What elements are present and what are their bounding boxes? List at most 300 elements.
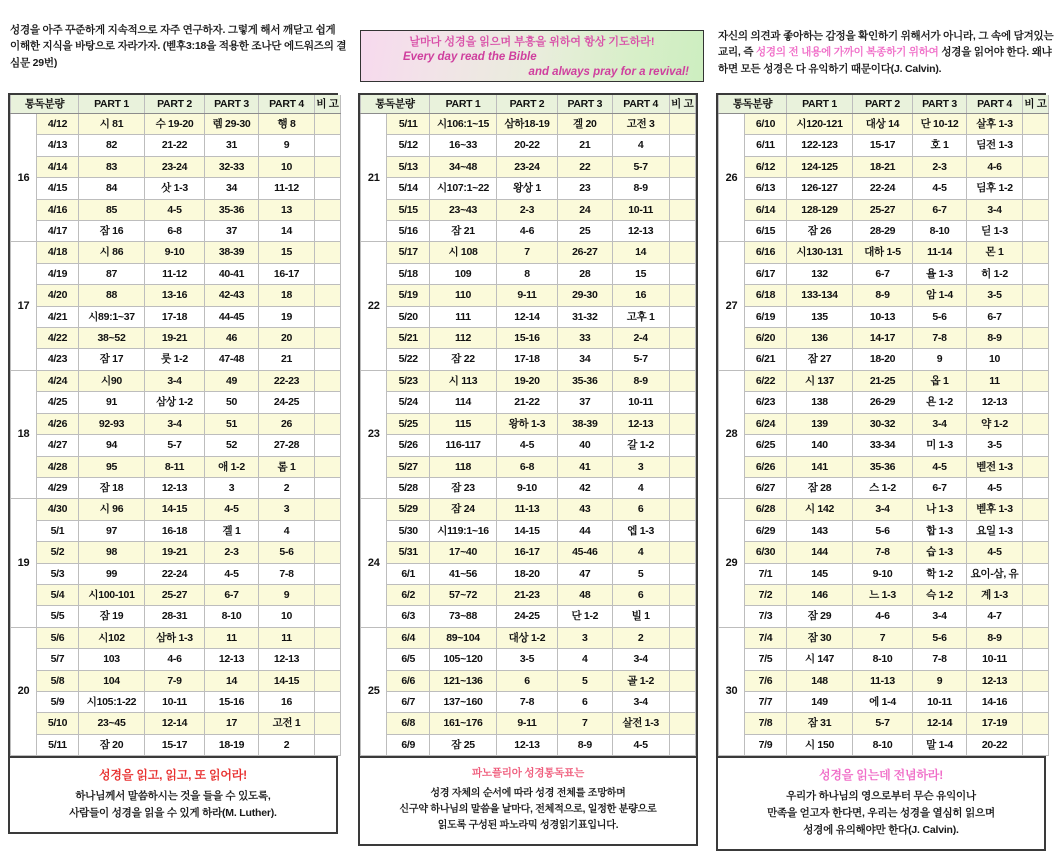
part3-cell: 35-36 xyxy=(205,199,259,220)
remarks-cell xyxy=(669,563,695,584)
part2-cell: 16-18 xyxy=(145,520,205,541)
part3-cell: 34 xyxy=(557,349,612,370)
part1-cell: 112 xyxy=(430,328,497,349)
date-cell: 5/31 xyxy=(387,542,430,563)
part1-cell: 시106:1~15 xyxy=(430,114,497,135)
right-table-container xyxy=(716,93,1046,851)
table-row xyxy=(719,627,1049,648)
part1-cell: 41~56 xyxy=(430,563,497,584)
part1-cell: 128-129 xyxy=(787,199,853,220)
date-cell: 7/3 xyxy=(745,606,787,627)
remarks-cell xyxy=(315,627,341,648)
remarks-cell xyxy=(315,606,341,627)
part4-cell: 살후 1-3 xyxy=(967,114,1023,135)
col-header-remarks: 비 고 xyxy=(669,95,695,114)
part2-cell: 16-17 xyxy=(497,542,558,563)
part3-cell: 18-19 xyxy=(205,734,259,755)
remarks-cell xyxy=(315,349,341,370)
col-header-part4: PART 4 xyxy=(259,95,315,114)
date-cell: 5/6 xyxy=(37,627,79,648)
date-cell: 6/20 xyxy=(745,328,787,349)
header-row xyxy=(361,95,696,114)
left-quote-line-2: 사람들이 성경을 읽을 수 있게 하라(M. Luther). xyxy=(69,806,277,819)
table-row xyxy=(361,649,696,670)
part4-cell: 계 1-3 xyxy=(967,584,1023,605)
table-row xyxy=(11,199,341,220)
date-cell: 5/17 xyxy=(387,242,430,263)
date-cell: 6/28 xyxy=(745,499,787,520)
part4-cell: 10-11 xyxy=(612,392,669,413)
part4-cell: 12-13 xyxy=(259,649,315,670)
table-row xyxy=(361,156,696,177)
date-cell: 5/1 xyxy=(37,520,79,541)
part2-cell: 3-4 xyxy=(145,413,205,434)
date-cell: 4/15 xyxy=(37,178,79,199)
remarks-cell xyxy=(315,285,341,306)
table-row xyxy=(361,306,696,327)
date-cell: 6/7 xyxy=(387,691,430,712)
part4-cell: 16-17 xyxy=(259,263,315,284)
col-header-part3: PART 3 xyxy=(913,95,967,114)
part2-cell: 7 xyxy=(853,627,913,648)
column-right xyxy=(716,0,1054,836)
table-row xyxy=(11,328,341,349)
part3-cell: 40 xyxy=(557,435,612,456)
table-row xyxy=(361,199,696,220)
part4-cell: 18 xyxy=(259,285,315,306)
part3-cell: 5 xyxy=(557,670,612,691)
part3-cell: 겔 20 xyxy=(557,114,612,135)
date-cell: 4/13 xyxy=(37,135,79,156)
remarks-cell xyxy=(315,263,341,284)
part2-cell: 19-21 xyxy=(145,328,205,349)
date-cell: 4/28 xyxy=(37,456,79,477)
part3-cell: 6-7 xyxy=(913,477,967,498)
part1-cell: 시90 xyxy=(79,370,145,391)
date-cell: 7/4 xyxy=(745,627,787,648)
date-cell: 5/21 xyxy=(387,328,430,349)
part2-cell: 7-8 xyxy=(853,542,913,563)
date-cell: 5/18 xyxy=(387,263,430,284)
part2-cell: 15-17 xyxy=(145,734,205,755)
table-row xyxy=(11,477,341,498)
part2-cell: 10-13 xyxy=(853,306,913,327)
part4-cell: 고전 1 xyxy=(259,713,315,734)
date-cell: 5/16 xyxy=(387,221,430,242)
table-row xyxy=(11,563,341,584)
remarks-cell xyxy=(315,499,341,520)
part4-cell: 21 xyxy=(259,349,315,370)
part3-cell: 6-7 xyxy=(913,199,967,220)
table-row xyxy=(361,328,696,349)
remarks-cell xyxy=(669,627,695,648)
table-row xyxy=(719,135,1049,156)
part2-cell: 33-34 xyxy=(853,435,913,456)
part1-cell: 144 xyxy=(787,542,853,563)
part3-cell: 7 xyxy=(557,713,612,734)
part2-cell: 15-16 xyxy=(497,328,558,349)
remarks-cell xyxy=(315,520,341,541)
part4-cell: 16 xyxy=(612,285,669,306)
part2-cell: 7-8 xyxy=(497,691,558,712)
part3-cell: 4-5 xyxy=(205,499,259,520)
remarks-cell xyxy=(315,392,341,413)
part4-cell: 2-4 xyxy=(612,328,669,349)
part2-cell: 17-18 xyxy=(497,349,558,370)
table-row xyxy=(11,392,341,413)
table-row xyxy=(719,242,1049,263)
date-cell: 4/27 xyxy=(37,435,79,456)
part3-cell: 29-30 xyxy=(557,285,612,306)
remarks-cell xyxy=(669,328,695,349)
remarks-cell xyxy=(669,392,695,413)
date-cell: 5/20 xyxy=(387,306,430,327)
part3-cell: 17 xyxy=(205,713,259,734)
right-quote-line-3: 성경에 유의해야만 한다(J. Calvin). xyxy=(803,823,959,836)
table-row xyxy=(11,691,341,712)
middle-quote-title: 파노플리아 성경통독표는 xyxy=(471,767,585,780)
date-cell: 6/11 xyxy=(745,135,787,156)
remarks-cell xyxy=(1023,156,1049,177)
part4-cell: 살전 1-3 xyxy=(612,713,669,734)
part1-cell: 114 xyxy=(430,392,497,413)
remarks-cell xyxy=(315,691,341,712)
week-number-cell: 24 xyxy=(361,499,387,627)
col-header-part4: PART 4 xyxy=(967,95,1023,114)
table-row xyxy=(361,563,696,584)
part1-cell: 84 xyxy=(79,178,145,199)
part1-cell: 148 xyxy=(787,670,853,691)
part3-cell: 15-16 xyxy=(205,691,259,712)
part1-cell: 34~48 xyxy=(430,156,497,177)
part1-cell: 잠 21 xyxy=(430,221,497,242)
part4-cell: 골 1-2 xyxy=(612,670,669,691)
part1-cell: 시 96 xyxy=(79,499,145,520)
part3-cell: 3 xyxy=(557,627,612,648)
part3-cell: 애 1-2 xyxy=(205,456,259,477)
part2-cell: 21-22 xyxy=(497,392,558,413)
part2-cell: 7-9 xyxy=(145,670,205,691)
part1-cell: 23~43 xyxy=(430,199,497,220)
part3-cell: 41 xyxy=(557,456,612,477)
part1-cell: 잠 24 xyxy=(430,499,497,520)
remarks-cell xyxy=(1023,392,1049,413)
part2-cell: 18-21 xyxy=(853,156,913,177)
part4-cell: 17-19 xyxy=(967,713,1023,734)
date-cell: 6/12 xyxy=(745,156,787,177)
part4-cell: 3-5 xyxy=(967,435,1023,456)
table-row xyxy=(11,499,341,520)
part3-cell: 35-36 xyxy=(557,370,612,391)
part4-cell: 11 xyxy=(259,627,315,648)
part1-cell: 시 113 xyxy=(430,370,497,391)
part1-cell: 잠 30 xyxy=(787,627,853,648)
remarks-cell xyxy=(315,370,341,391)
part4-cell: 10 xyxy=(967,349,1023,370)
part3-cell: 8-9 xyxy=(557,734,612,755)
part2-cell: 3-4 xyxy=(853,499,913,520)
part4-cell: 12-13 xyxy=(967,670,1023,691)
part3-cell: 28 xyxy=(557,263,612,284)
date-cell: 6/15 xyxy=(745,221,787,242)
banner-line-english-2: and always pray for a revival! xyxy=(528,66,689,79)
remarks-cell xyxy=(669,285,695,306)
part4-cell: 딛 1-3 xyxy=(967,221,1023,242)
part1-cell: 38~52 xyxy=(79,328,145,349)
part3-cell: 47-48 xyxy=(205,349,259,370)
part4-cell: 24-25 xyxy=(259,392,315,413)
part4-cell: 8-9 xyxy=(967,627,1023,648)
table-body-right xyxy=(719,114,1049,756)
date-cell: 4/14 xyxy=(37,156,79,177)
date-cell: 6/5 xyxy=(387,649,430,670)
date-cell: 4/20 xyxy=(37,285,79,306)
part1-cell: 잠 16 xyxy=(79,221,145,242)
col-header-part1: PART 1 xyxy=(787,95,853,114)
part4-cell: 13 xyxy=(259,199,315,220)
part1-cell: 103 xyxy=(79,649,145,670)
part3-cell: 45-46 xyxy=(557,542,612,563)
right-quote-line-2: 만족을 얻고자 한다면, 우리는 성경을 열심히 읽으며 xyxy=(767,806,995,819)
table-row xyxy=(719,328,1049,349)
remarks-cell xyxy=(1023,713,1049,734)
week-number-cell: 25 xyxy=(361,627,387,755)
date-cell: 7/2 xyxy=(745,584,787,605)
col-header-portion: 통독분량 xyxy=(11,95,79,114)
part1-cell: 145 xyxy=(787,563,853,584)
date-cell: 6/23 xyxy=(745,392,787,413)
part1-cell: 143 xyxy=(787,520,853,541)
table-row xyxy=(11,713,341,734)
part1-cell: 시 142 xyxy=(787,499,853,520)
table-row xyxy=(11,114,341,135)
part2-cell: 대상 1-2 xyxy=(497,627,558,648)
date-cell: 6/24 xyxy=(745,413,787,434)
part4-cell: 7-8 xyxy=(259,563,315,584)
part3-cell: 37 xyxy=(205,221,259,242)
part3-cell: 3-4 xyxy=(913,606,967,627)
week-number-cell: 26 xyxy=(719,114,745,242)
remarks-cell xyxy=(669,456,695,477)
remarks-cell xyxy=(669,199,695,220)
col-header-remarks: 비 고 xyxy=(1023,95,1049,114)
part4-cell: 10-11 xyxy=(612,199,669,220)
part2-cell: 4-6 xyxy=(145,649,205,670)
date-cell: 5/7 xyxy=(37,649,79,670)
part4-cell: 16 xyxy=(259,691,315,712)
part4-cell: 갈 1-2 xyxy=(612,435,669,456)
part4-cell: 빌 1 xyxy=(612,606,669,627)
part4-cell: 히 1-2 xyxy=(967,263,1023,284)
part3-cell: 24 xyxy=(557,199,612,220)
part2-cell: 삼하18-19 xyxy=(497,114,558,135)
table-row xyxy=(719,499,1049,520)
table-row xyxy=(719,306,1049,327)
table-row xyxy=(11,285,341,306)
date-cell: 4/24 xyxy=(37,370,79,391)
remarks-cell xyxy=(1023,114,1049,135)
part2-cell: 14-15 xyxy=(145,499,205,520)
part2-cell: 26-29 xyxy=(853,392,913,413)
remarks-cell xyxy=(315,328,341,349)
right-quote-block xyxy=(718,756,1044,848)
part3-cell: 미 1-3 xyxy=(913,435,967,456)
part1-cell: 잠 22 xyxy=(430,349,497,370)
part4-cell: 10-11 xyxy=(967,649,1023,670)
part1-cell: 137~160 xyxy=(430,691,497,712)
part4-cell: 요일 1-3 xyxy=(967,520,1023,541)
table-row xyxy=(361,734,696,755)
table-row xyxy=(361,477,696,498)
part2-cell: 9-10 xyxy=(853,563,913,584)
part2-cell: 5-6 xyxy=(853,520,913,541)
part4-cell: 11-12 xyxy=(259,178,315,199)
part1-cell: 149 xyxy=(787,691,853,712)
week-number-cell: 18 xyxy=(11,370,37,498)
part1-cell: 83 xyxy=(79,156,145,177)
remarks-cell xyxy=(315,477,341,498)
column-middle xyxy=(358,0,708,831)
part2-cell: 수 19-20 xyxy=(145,114,205,135)
part4-cell: 20 xyxy=(259,328,315,349)
part3-cell: 11-14 xyxy=(913,242,967,263)
remarks-cell xyxy=(315,456,341,477)
date-cell: 6/6 xyxy=(387,670,430,691)
part2-cell: 6-8 xyxy=(497,456,558,477)
table-row xyxy=(719,435,1049,456)
table-row xyxy=(719,691,1049,712)
remarks-cell xyxy=(1023,285,1049,306)
date-cell: 5/2 xyxy=(37,542,79,563)
right-header-note xyxy=(716,28,1056,77)
part1-cell: 116-117 xyxy=(430,435,497,456)
week-number-cell: 22 xyxy=(361,242,387,370)
date-cell: 6/10 xyxy=(745,114,787,135)
part2-cell: 12-14 xyxy=(145,713,205,734)
left-quote-title: 성경을 읽고, 읽고, 또 읽어라! xyxy=(99,768,247,783)
part2-cell: 왕상 1 xyxy=(497,178,558,199)
table-row xyxy=(361,670,696,691)
table-row xyxy=(361,349,696,370)
part4-cell: 5-6 xyxy=(259,542,315,563)
table-row xyxy=(11,649,341,670)
date-cell: 5/14 xyxy=(387,178,430,199)
table-row xyxy=(719,713,1049,734)
table-row xyxy=(11,413,341,434)
part4-cell: 12-13 xyxy=(612,221,669,242)
table-row xyxy=(361,114,696,135)
table-row xyxy=(719,221,1049,242)
date-cell: 5/10 xyxy=(37,713,79,734)
remarks-cell xyxy=(669,435,695,456)
part4-cell: 2 xyxy=(259,734,315,755)
table-row xyxy=(719,263,1049,284)
part2-cell: 12-13 xyxy=(145,477,205,498)
part1-cell: 시105:1-22 xyxy=(79,691,145,712)
part3-cell: 단 10-12 xyxy=(913,114,967,135)
table-row xyxy=(361,627,696,648)
remarks-cell xyxy=(315,734,341,755)
part2-cell: 느 1-3 xyxy=(853,584,913,605)
part4-cell: 20-22 xyxy=(967,734,1023,755)
table-row xyxy=(719,670,1049,691)
part2-cell: 28-31 xyxy=(145,606,205,627)
part4-cell: 4-5 xyxy=(967,477,1023,498)
part3-cell: 단 1-2 xyxy=(557,606,612,627)
part1-cell: 57~72 xyxy=(430,584,497,605)
table-row xyxy=(11,435,341,456)
table-row xyxy=(719,520,1049,541)
date-cell: 5/27 xyxy=(387,456,430,477)
part1-cell: 98 xyxy=(79,542,145,563)
date-cell: 5/19 xyxy=(387,285,430,306)
part4-cell: 4-6 xyxy=(967,156,1023,177)
part1-cell: 시100-101 xyxy=(79,584,145,605)
date-cell: 4/30 xyxy=(37,499,79,520)
remarks-cell xyxy=(315,649,341,670)
part3-cell: 호 1 xyxy=(913,135,967,156)
part1-cell: 잠 26 xyxy=(787,221,853,242)
part3-cell: 렘 29-30 xyxy=(205,114,259,135)
part1-cell: 122-123 xyxy=(787,135,853,156)
part3-cell: 2-3 xyxy=(913,156,967,177)
date-cell: 6/1 xyxy=(387,563,430,584)
part2-cell: 9-11 xyxy=(497,285,558,306)
part2-cell: 10-11 xyxy=(145,691,205,712)
remarks-cell xyxy=(669,221,695,242)
part3-cell: 겔 1 xyxy=(205,520,259,541)
part2-cell: 23-24 xyxy=(497,156,558,177)
remarks-cell xyxy=(315,435,341,456)
part3-cell: 6-7 xyxy=(205,584,259,605)
part3-cell: 말 1-4 xyxy=(913,734,967,755)
part3-cell: 34 xyxy=(205,178,259,199)
part4-cell: 2 xyxy=(259,477,315,498)
remarks-cell xyxy=(1023,456,1049,477)
col-header-portion: 통독분량 xyxy=(361,95,430,114)
table-row xyxy=(11,178,341,199)
part3-cell: 8-10 xyxy=(205,606,259,627)
part2-cell: 4-5 xyxy=(497,435,558,456)
part1-cell: 97 xyxy=(79,520,145,541)
remarks-cell xyxy=(315,242,341,263)
part1-cell: 133-134 xyxy=(787,285,853,306)
part1-cell: 161~176 xyxy=(430,713,497,734)
table-row xyxy=(361,499,696,520)
week-number-cell: 30 xyxy=(719,627,745,755)
remarks-cell xyxy=(669,306,695,327)
part2-cell: 대하 1-5 xyxy=(853,242,913,263)
part2-cell: 삿 1-3 xyxy=(145,178,205,199)
table-row xyxy=(361,606,696,627)
date-cell: 6/22 xyxy=(745,370,787,391)
table-body-middle xyxy=(361,114,696,756)
part4-cell: 12-13 xyxy=(967,392,1023,413)
date-cell: 4/18 xyxy=(37,242,79,263)
part2-cell: 7 xyxy=(497,242,558,263)
date-cell: 7/7 xyxy=(745,691,787,712)
col-header-part2: PART 2 xyxy=(853,95,913,114)
date-cell: 6/3 xyxy=(387,606,430,627)
remarks-cell xyxy=(669,734,695,755)
date-cell: 6/14 xyxy=(745,199,787,220)
part2-cell: 9-10 xyxy=(497,477,558,498)
part1-cell: 87 xyxy=(79,263,145,284)
part3-cell: 52 xyxy=(205,435,259,456)
banner-line-english-1: Every day read the Bible xyxy=(403,50,537,63)
part3-cell: 31-32 xyxy=(557,306,612,327)
remarks-cell xyxy=(1023,370,1049,391)
